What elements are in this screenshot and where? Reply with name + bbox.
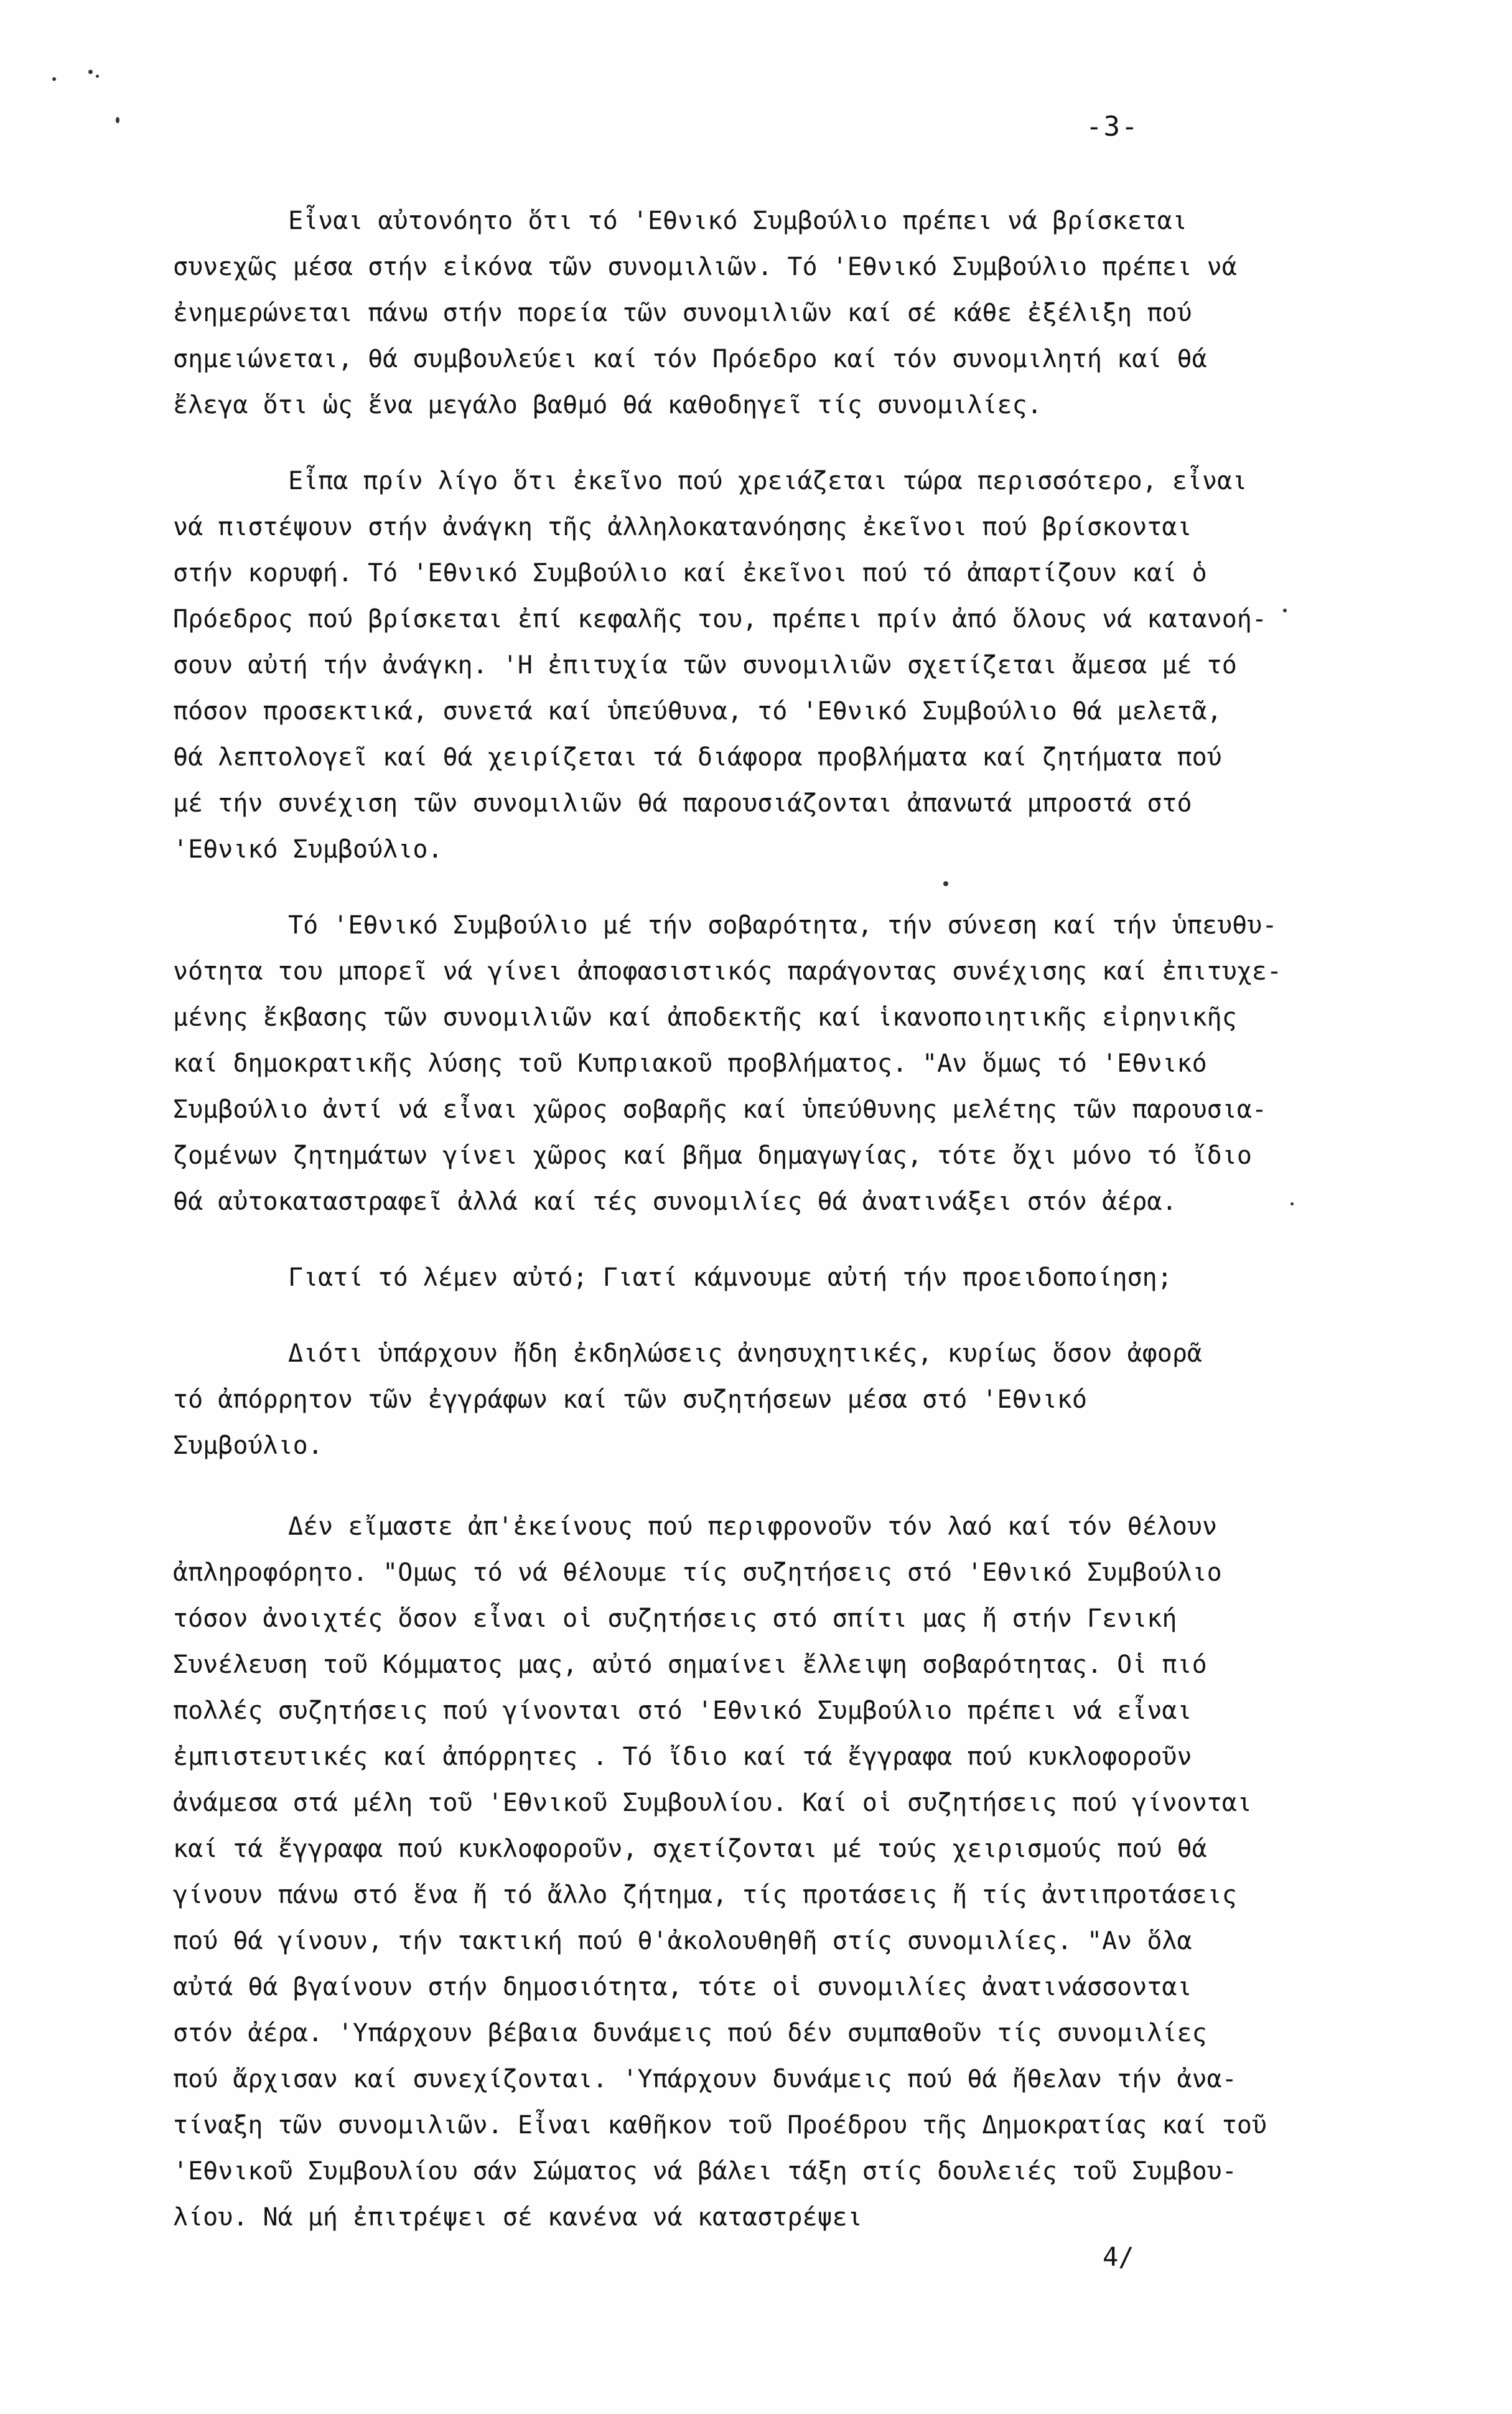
text-line: μένης ἔκβασης τῶν συνομιλιῶν καί ἀποδεκτῆς καί ἱκανοποιητικῆς εἰρηνικῆς <box>173 1003 1237 1032</box>
text-line: θά αὐτοκαταστραφεῖ ἀλλά καί τές συνομιλίες θά ἀνατινάξει στόν ἀέρα. <box>173 1187 1177 1216</box>
text-line: νότητα του μπορεῖ νά γίνει ἀποφασιστικός παράγοντας συνέχισης καί ἐπιτυχε- <box>173 957 1282 986</box>
text-line: Δέν εἴμαστε ἀπ'ἐκείνους πού περιφρονοῦν τόν λαό καί τόν θέλουν <box>288 1512 1218 1541</box>
text-line: Εἶπα πρίν λίγο ὅτι ἐκεῖνο πού χρειάζεται τώρα περισσότερο, εἶναι <box>288 467 1248 495</box>
text-line: ἀπληροφόρητο. "Ομως τό νά θέλουμε τίς συζητήσεις στό 'Εθνικό Συμβούλιο <box>173 1558 1222 1587</box>
text-line: πολλές συζητήσεις πού γίνονται στό 'Εθνικό Συμβούλιο πρέπει νά εἶναι <box>173 1696 1192 1725</box>
scan-speck <box>96 75 99 78</box>
text-line: ἔλεγα ὅτι ὡς ἕνα μεγάλο βαθμό θά καθοδηγεῖ τίς συνομιλίες. <box>173 391 1042 419</box>
text-line: ἀνάμεσα στά μέλη τοῦ 'Εθνικοῦ Συμβουλίου. Καί οἱ συζητήσεις πού γίνονται <box>173 1789 1252 1817</box>
paragraph <box>173 1255 1343 1301</box>
text-line: συνεχῶς μέσα στήν εἰκόνα τῶν συνομιλιῶν. Τό 'Εθνικό Συμβούλιο πρέπει νά <box>173 253 1237 281</box>
text-line: ἐμπιστευτικές καί ἀπόρρητες . Τό ἴδιο καί τά ἔγγραφα πού κυκλοφοροῦν <box>173 1743 1192 1771</box>
scan-speck <box>52 77 56 81</box>
text-line: Πρόεδρος πού βρίσκεται ἐπί κεφαλῆς του, πρέπει πρίν ἀπό ὅλους νά κατανοή- <box>173 605 1267 634</box>
text-line: καί τά ἔγγραφα πού κυκλοφοροῦν, σχετίζονται μέ τούς χειρισμούς πού θά <box>173 1835 1207 1863</box>
scan-speck <box>116 117 119 123</box>
text-line: Συνέλευση τοῦ Κόμματος μας, αὐτό σημαίνει ἔλλειψη σοβαρότητας. Οἱ πιό <box>173 1650 1207 1679</box>
body-text <box>173 198 1343 2240</box>
text-line: πού ἄρχισαν καί συνεχίζονται. 'Υπάρχουν δυνάμεις πού θά ἤθελαν τήν ἀνα- <box>173 2065 1237 2094</box>
page-number: -3- <box>1086 111 1139 143</box>
text-line: πόσον προσεκτικά, συνετά καί ὑπεύθυνα, τό 'Εθνικό Συμβούλιο θά μελετᾶ, <box>173 697 1222 726</box>
text-line: λίου. Νά μή ἐπιτρέψει σέ κανένα νά καταστρέψει <box>173 2203 862 2232</box>
text-line: γίνουν πάνω στό ἕνα ἤ τό ἄλλο ζήτημα, τίς προτάσεις ἤ τίς ἀντιπροτάσεις <box>173 1881 1237 1909</box>
text-line: τίναξη τῶν συνομιλιῶν. Εἶναι καθῆκον τοῦ Προέδρου τῆς Δημοκρατίας καί τοῦ <box>173 2111 1267 2140</box>
text-line: Εἶναι αὐτονόητο ὅτι τό 'Εθνικό Συμβούλιο πρέπει νά βρίσκεται <box>288 207 1187 235</box>
paragraph <box>173 1331 1343 1469</box>
scan-speck <box>88 70 93 74</box>
text-line: μέ τήν συνέχιση τῶν συνομιλιῶν θά παρουσιάζονται ἀπανωτά μπροστά στό <box>173 789 1192 818</box>
text-line: ἐνημερώνεται πάνω στήν πορεία τῶν συνομιλιῶν καί σέ κάθε ἐξέλιξη πού <box>173 299 1192 327</box>
text-line: νά πιστέψουν στήν ἀνάγκη τῆς ἀλληλοκατανόησης ἐκεῖνοι πού βρίσκονται <box>173 513 1192 541</box>
text-line: Διότι ὑπάρχουν ἤδη ἐκδηλώσεις ἀνησυχητικές, κυρίως ὅσον ἀφορᾶ <box>288 1339 1203 1368</box>
text-line: στόν ἀέρα. 'Υπάρχουν βέβαια δυνάμεις πού δέν συμπαθοῦν τίς συνομιλίες <box>173 2019 1207 2047</box>
text-line: τόσον ἀνοιχτές ὅσον εἶναι οἱ συζητήσεις στό σπίτι μας ἤ στήν Γενική <box>173 1604 1177 1633</box>
text-line: τό ἀπόρρητον τῶν ἐγγράφων καί τῶν συζητήσεων μέσα στό 'Εθνικό <box>173 1385 1088 1414</box>
paragraph <box>173 1504 1343 2240</box>
text-line: ζομένων ζητημάτων γίνει χῶρος καί βῆμα δημαγωγίας, τότε ὄχι μόνο τό ἴδιο <box>173 1141 1252 1170</box>
text-line: καί δημοκρατικῆς λύσης τοῦ Κυπριακοῦ προβλήματος. "Αν ὅμως τό 'Εθνικό <box>173 1049 1207 1078</box>
text-line: Συμβούλιο ἀντί νά εἶναι χῶρος σοβαρῆς καί ὑπεύθυνης μελέτης τῶν παρουσια- <box>173 1095 1267 1124</box>
text-line: Γιατί τό λέμεν αὐτό; Γιατί κάμνουμε αὐτή τήν προειδοποίηση; <box>288 1263 1172 1292</box>
text-line: Συμβούλιο. <box>173 1431 323 1460</box>
text-line: αὐτά θά βγαίνουν στήν δημοσιότητα, τότε οἱ συνομιλίες ἀνατινάσσονται <box>173 1973 1192 2001</box>
paragraph <box>173 458 1343 873</box>
continuation-page-mark: 4/ <box>1103 2242 1134 2272</box>
paragraph <box>173 198 1343 428</box>
paragraph <box>173 902 1343 1225</box>
text-line: σημειώνεται, θά συμβουλεύει καί τόν Πρόεδρο καί τόν συνομιλητή καί θά <box>173 345 1207 373</box>
text-line: σουν αὐτή τήν ἀνάγκη. 'Η ἐπιτυχία τῶν συνομιλιῶν σχετίζεται ἄμεσα μέ τό <box>173 651 1237 680</box>
text-line: Τό 'Εθνικό Συμβούλιο μέ τήν σοβαρότητα, τήν σύνεση καί τήν ὑπευθυ- <box>288 911 1277 940</box>
text-line: 'Εθνικό Συμβούλιο. <box>173 835 443 864</box>
text-line: στήν κορυφή. Τό 'Εθνικό Συμβούλιο καί ἐκεῖνοι πού τό ἀπαρτίζουν καί ὁ <box>173 559 1207 587</box>
text-line: 'Εθνικοῦ Συμβουλίου σάν Σώματος νά βάλει τάξη στίς δουλειές τοῦ Συμβου- <box>173 2157 1237 2186</box>
text-line: πού θά γίνουν, τήν τακτική πού θ'ἀκολουθηθῆ στίς συνομιλίες. "Αν ὅλα <box>173 1927 1192 1955</box>
text-line: θά λεπτολογεῖ καί θά χειρίζεται τά διάφορα προβλήματα καί ζητήματα πού <box>173 743 1222 772</box>
